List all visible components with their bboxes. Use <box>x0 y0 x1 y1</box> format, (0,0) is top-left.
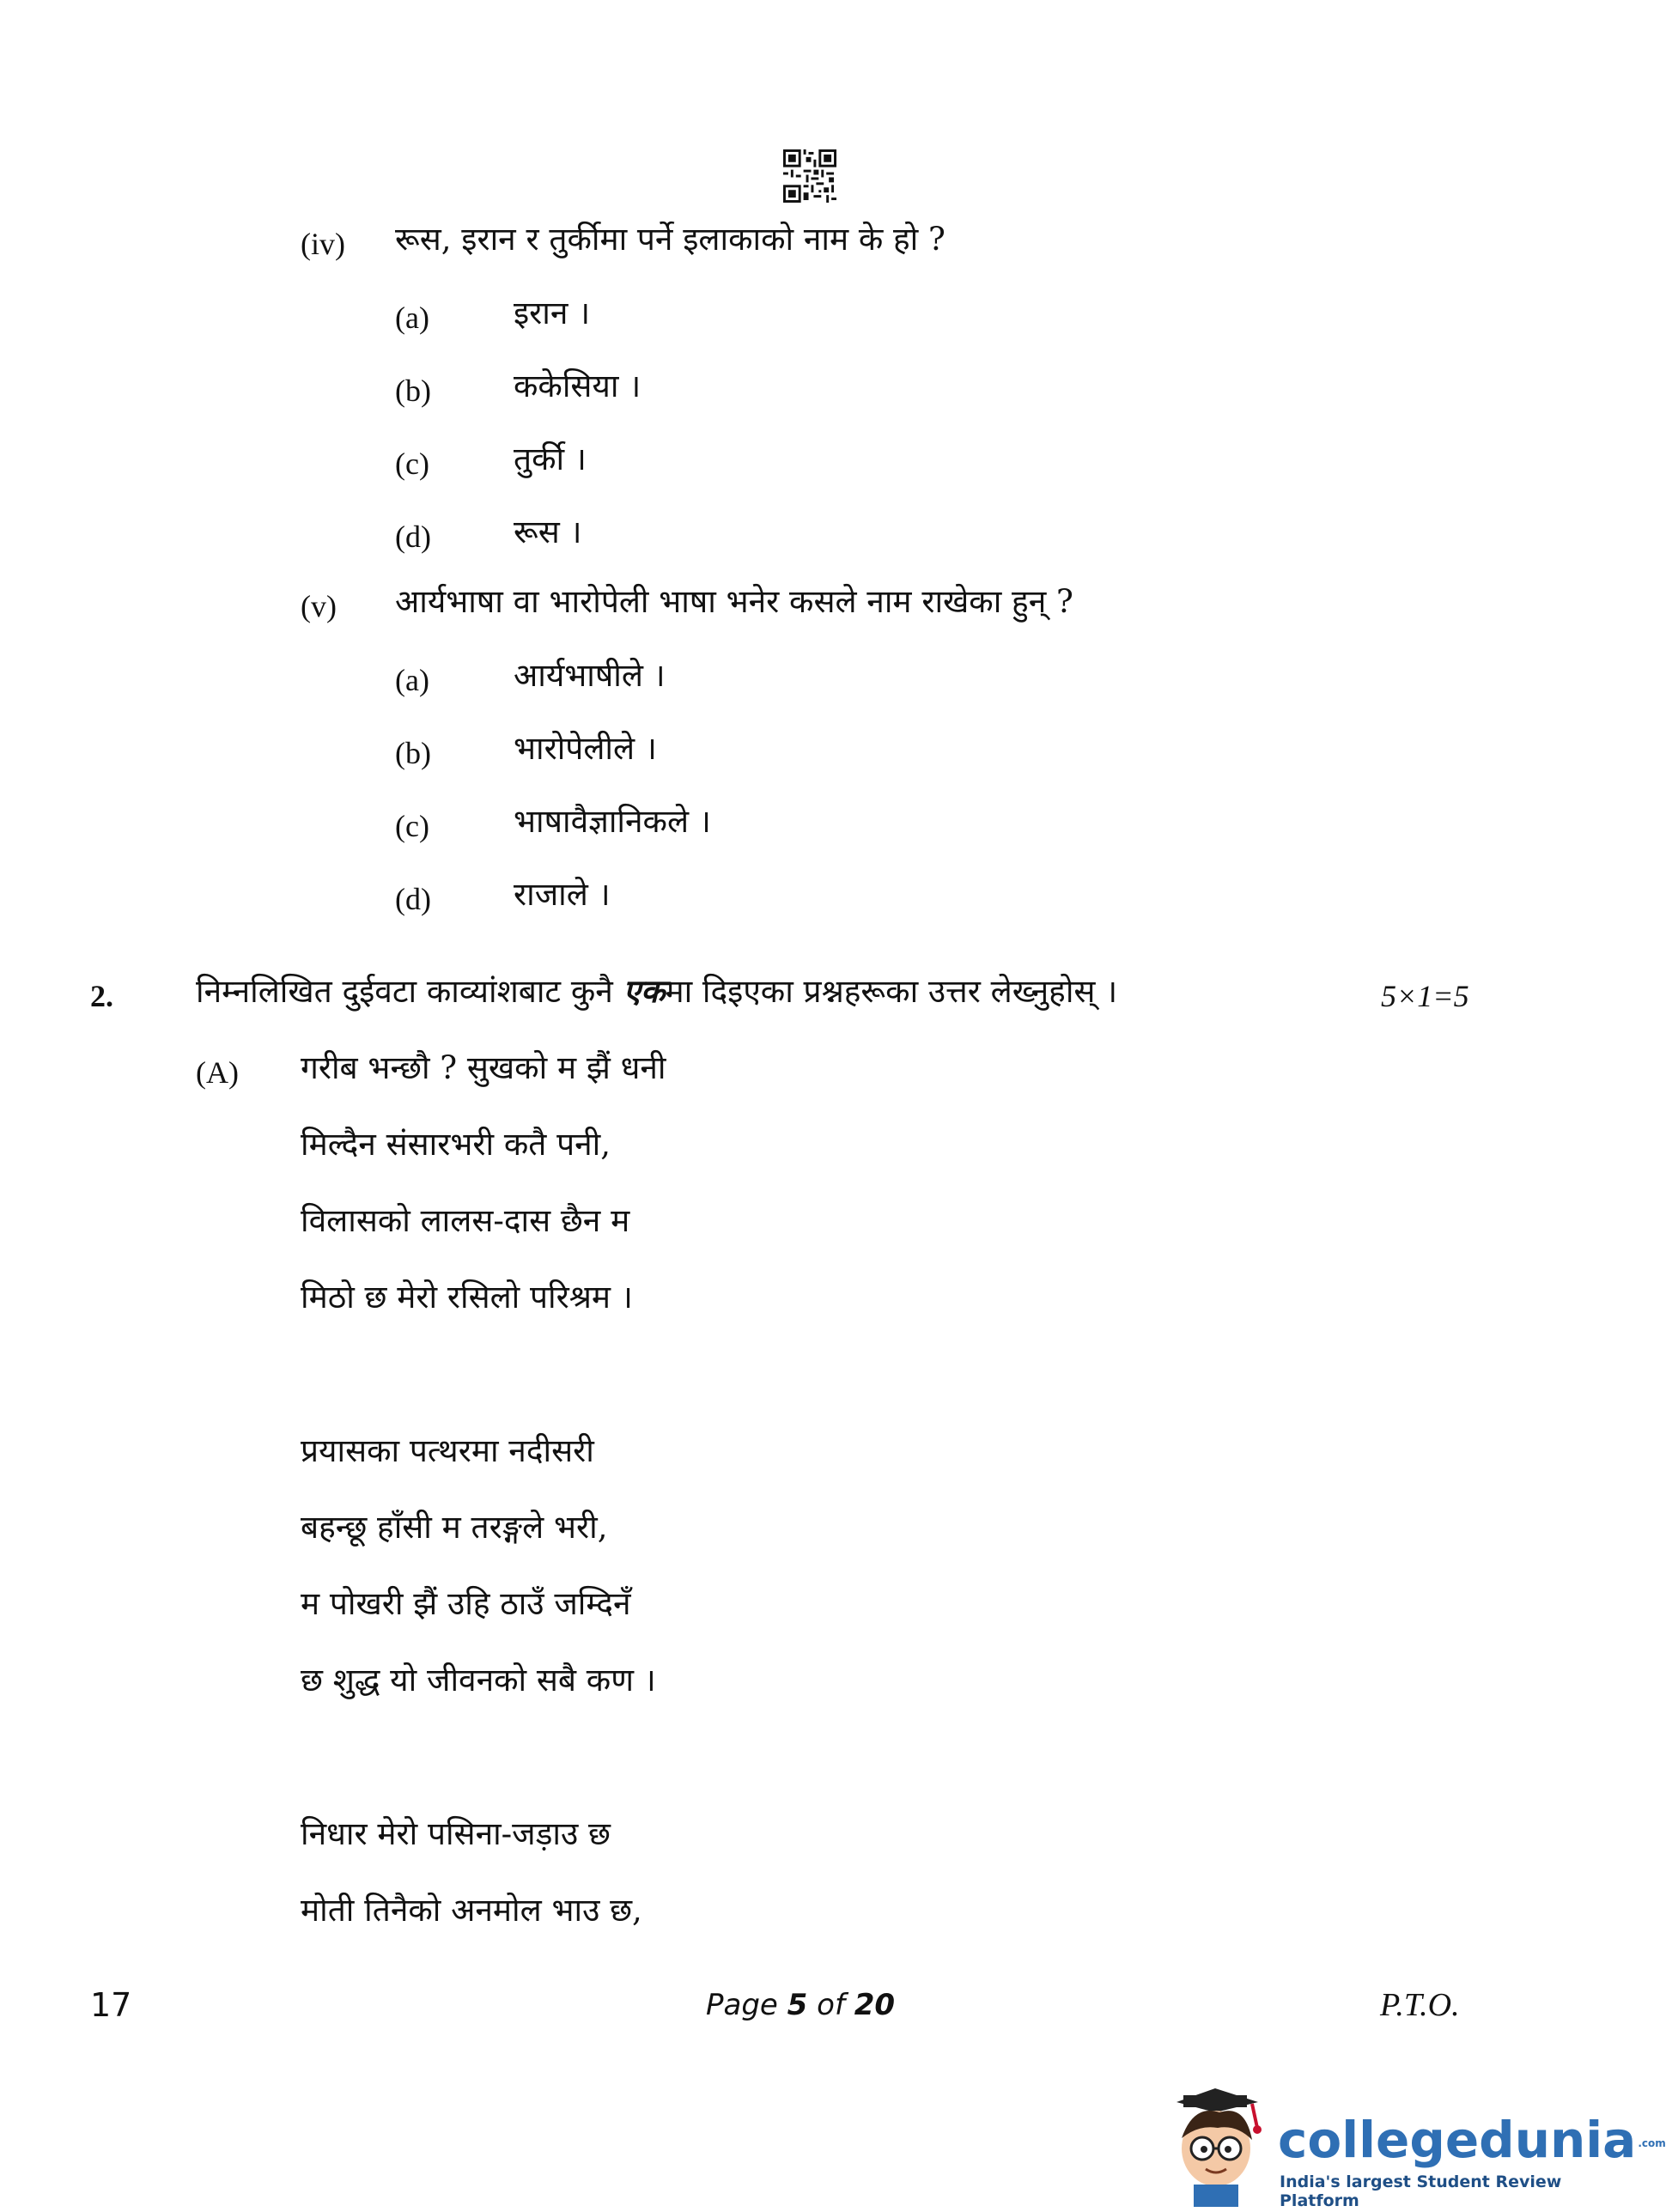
paper-code: 17 <box>90 1986 132 2024</box>
poem-line: मिठो छ मेरो रसिलो परिश्रम । <box>301 1279 633 1316</box>
option-text: रूस । <box>514 514 582 550</box>
poem-line: मिल्दैन संसारभरी कतै पनी, <box>301 1126 611 1163</box>
option-label: (b) <box>395 374 431 408</box>
logo-name: collegedunia <box>1278 2111 1637 2169</box>
question-instruction <box>196 972 1118 1010</box>
page-current: 5 <box>787 1988 808 2022</box>
instruction-text-start: निम्नलिखित दुईवटा काव्यांशबाट कुनै <box>196 973 623 1010</box>
logo-tagline: India's largest Student Review Platform <box>1280 2172 1562 2210</box>
logo-suffix: .com <box>1638 2136 1666 2149</box>
option-label: (c) <box>395 809 429 843</box>
question-v-text: आर्यभाषा वा भारोपेली भाषा भनेर कसले नाम राखेका हुन् ? <box>395 583 1073 620</box>
instruction-emphasis: एक <box>623 972 666 1010</box>
page-of: of <box>807 1988 854 2022</box>
page-indicator <box>706 1988 895 2022</box>
option-text: तुर्की । <box>514 441 587 477</box>
option-text: इरान । <box>514 295 591 331</box>
section-label: (A) <box>196 1055 239 1090</box>
option-label: (b) <box>395 736 431 770</box>
option-text: राजाले । <box>514 876 611 913</box>
option-label: (c) <box>395 447 429 481</box>
option-label: (d) <box>395 520 431 554</box>
poem-line: निधार मेरो पसिना-जड़ाउ छ <box>301 1815 611 1852</box>
option-text: आर्यभाषीले । <box>514 657 666 694</box>
logo-wordmark <box>1278 2111 1666 2169</box>
question-v-label: (v) <box>301 589 337 623</box>
collegedunia-logo <box>1168 2087 1666 2210</box>
qr-code-icon <box>783 149 836 203</box>
option-text: भाषावैज्ञानिकले । <box>514 803 711 840</box>
instruction-text-end: मा दिइएका प्रश्नहरूका उत्तर लेख्नुहोस् । <box>665 973 1118 1010</box>
poem-line: मोती तिनैको अनमोल भाउ छ, <box>301 1892 642 1929</box>
poem-line: विलासको लालस-दास छैन म <box>301 1202 630 1239</box>
question-number: 2. <box>90 979 113 1013</box>
option-text: ककेसिया । <box>514 368 641 404</box>
option-label: (a) <box>395 301 429 335</box>
page-prefix: Page <box>706 1988 787 2022</box>
marks-label: 5×1=5 <box>1381 979 1469 1013</box>
question-iv-text: रूस, इरान र तुर्कीमा पर्ने इलाकाको नाम के हो ? <box>395 221 945 258</box>
option-text: भारोपेलीले । <box>514 730 657 767</box>
question-iv-label: (iv) <box>301 227 345 261</box>
poem-line: म पोखरी झैं उहि ठाउँ जम्दिनँ <box>301 1585 631 1622</box>
poem-line: प्रयासका पत्थरमा नदीसरी <box>301 1432 594 1469</box>
page-total: 20 <box>854 1988 896 2022</box>
option-label: (d) <box>395 882 431 916</box>
option-label: (a) <box>395 663 429 697</box>
poem-line: बहन्छू हाँसी म तरङ्गले भरी, <box>301 1509 608 1546</box>
poem-line: गरीब भन्छौ ? सुखको म झैं धनी <box>301 1049 666 1086</box>
pto-label: P.T.O. <box>1380 1987 1460 2023</box>
poem-line: छ शुद्ध यो जीवनको सबै कण । <box>301 1662 656 1698</box>
mascot-icon <box>1168 2087 1275 2207</box>
